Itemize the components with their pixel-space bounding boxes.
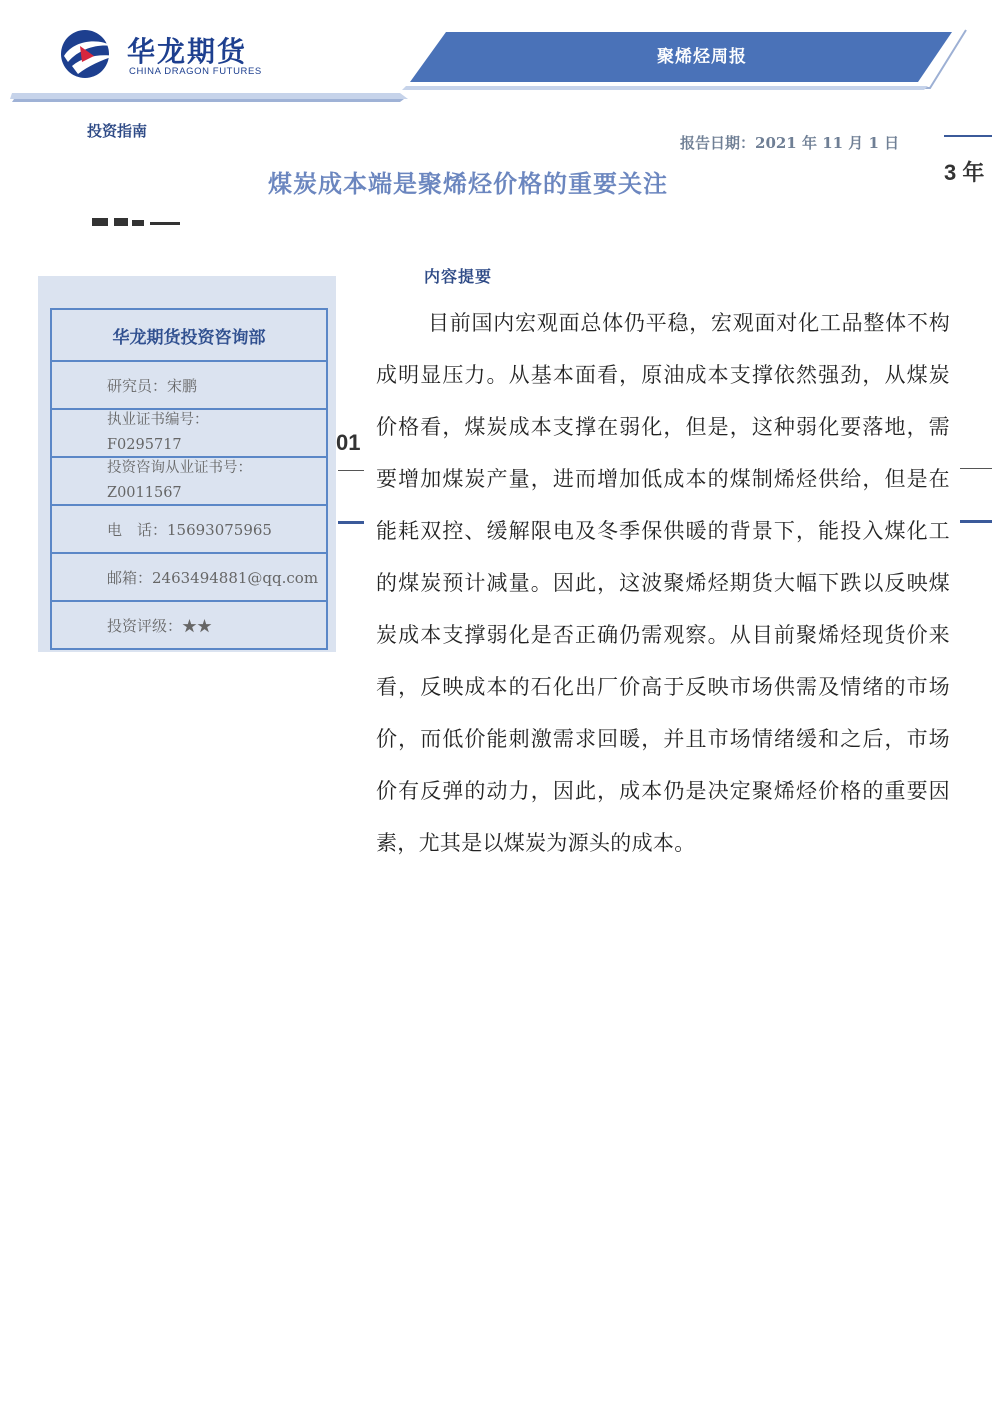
phone-row: 电 话：15693075965 <box>52 504 326 552</box>
summary-paragraph: 目前国内宏观面总体仍平稳，宏观面对化工品整体不构成明显压力。从基本面看，原油成本支撑依然强劲，从煤炭价格看，煤炭成本支撑在弱化，但是，这种弱化要落地，需要增加煤炭产量，进而增加低成本的煤制烯烃供给，但是在能耗双控、缓解限电及冬季保供暖的背景下，能投入煤化工的煤炭预计减量。因此，这波聚烯烃期货大幅下跌以反映煤炭成本支撑弱化是否正确仍需观察。从目前聚烯烃现货价来看，反映成本的石化出厂价高于反映市场供需及情绪的市场价，而低价能刺激需求回暖，并且市场情绪缓和之后，市场价有反弹的动力，因此，成本仍是决定聚烯烃价格的重要因素，尤其是以煤炭为源头的成本。 <box>376 311 950 855</box>
department-name: 华龙期货投资咨询部 <box>112 327 266 348</box>
right-dash-2 <box>960 520 992 523</box>
report-date: 报告日期：2021 年 11 月 1 日 <box>680 134 900 152</box>
license-row <box>52 408 326 456</box>
company-logo-icon <box>58 26 116 80</box>
clipped-text-fragment <box>92 212 184 226</box>
summary-heading: 内容提要 <box>424 267 493 286</box>
email-row: 邮箱：2463494881@qq.com <box>52 552 326 600</box>
report-type-title: 聚烯烃周报 <box>657 47 747 67</box>
left-dash-2 <box>338 521 364 524</box>
consult-license-row <box>52 456 326 504</box>
page-title: 煤炭成本端是聚烯烃价格的重要关注 <box>268 169 668 198</box>
researcher-row: 研究员：宋鹏 <box>52 360 326 408</box>
right-dash-1 <box>960 468 992 469</box>
license-label: 执业证书编号： <box>107 412 209 428</box>
divider-line <box>944 135 992 137</box>
consult-label: 投资咨询从业证书号： <box>107 460 252 476</box>
consult-number: Z0011567 <box>107 485 182 501</box>
rating-row: 投资评级：★★ <box>52 600 326 648</box>
left-dash-1 <box>338 470 364 471</box>
section-label: 投资指南 <box>87 122 148 140</box>
analyst-info-table <box>50 308 328 650</box>
company-name-en: CHINA DRAGON FUTURES <box>129 66 262 77</box>
license-number: F0295717 <box>107 437 182 453</box>
company-name-cn: 华龙期货 <box>127 35 248 68</box>
side-page-number: 01 <box>336 430 361 455</box>
partial-year-text: 3 年 <box>944 160 985 185</box>
